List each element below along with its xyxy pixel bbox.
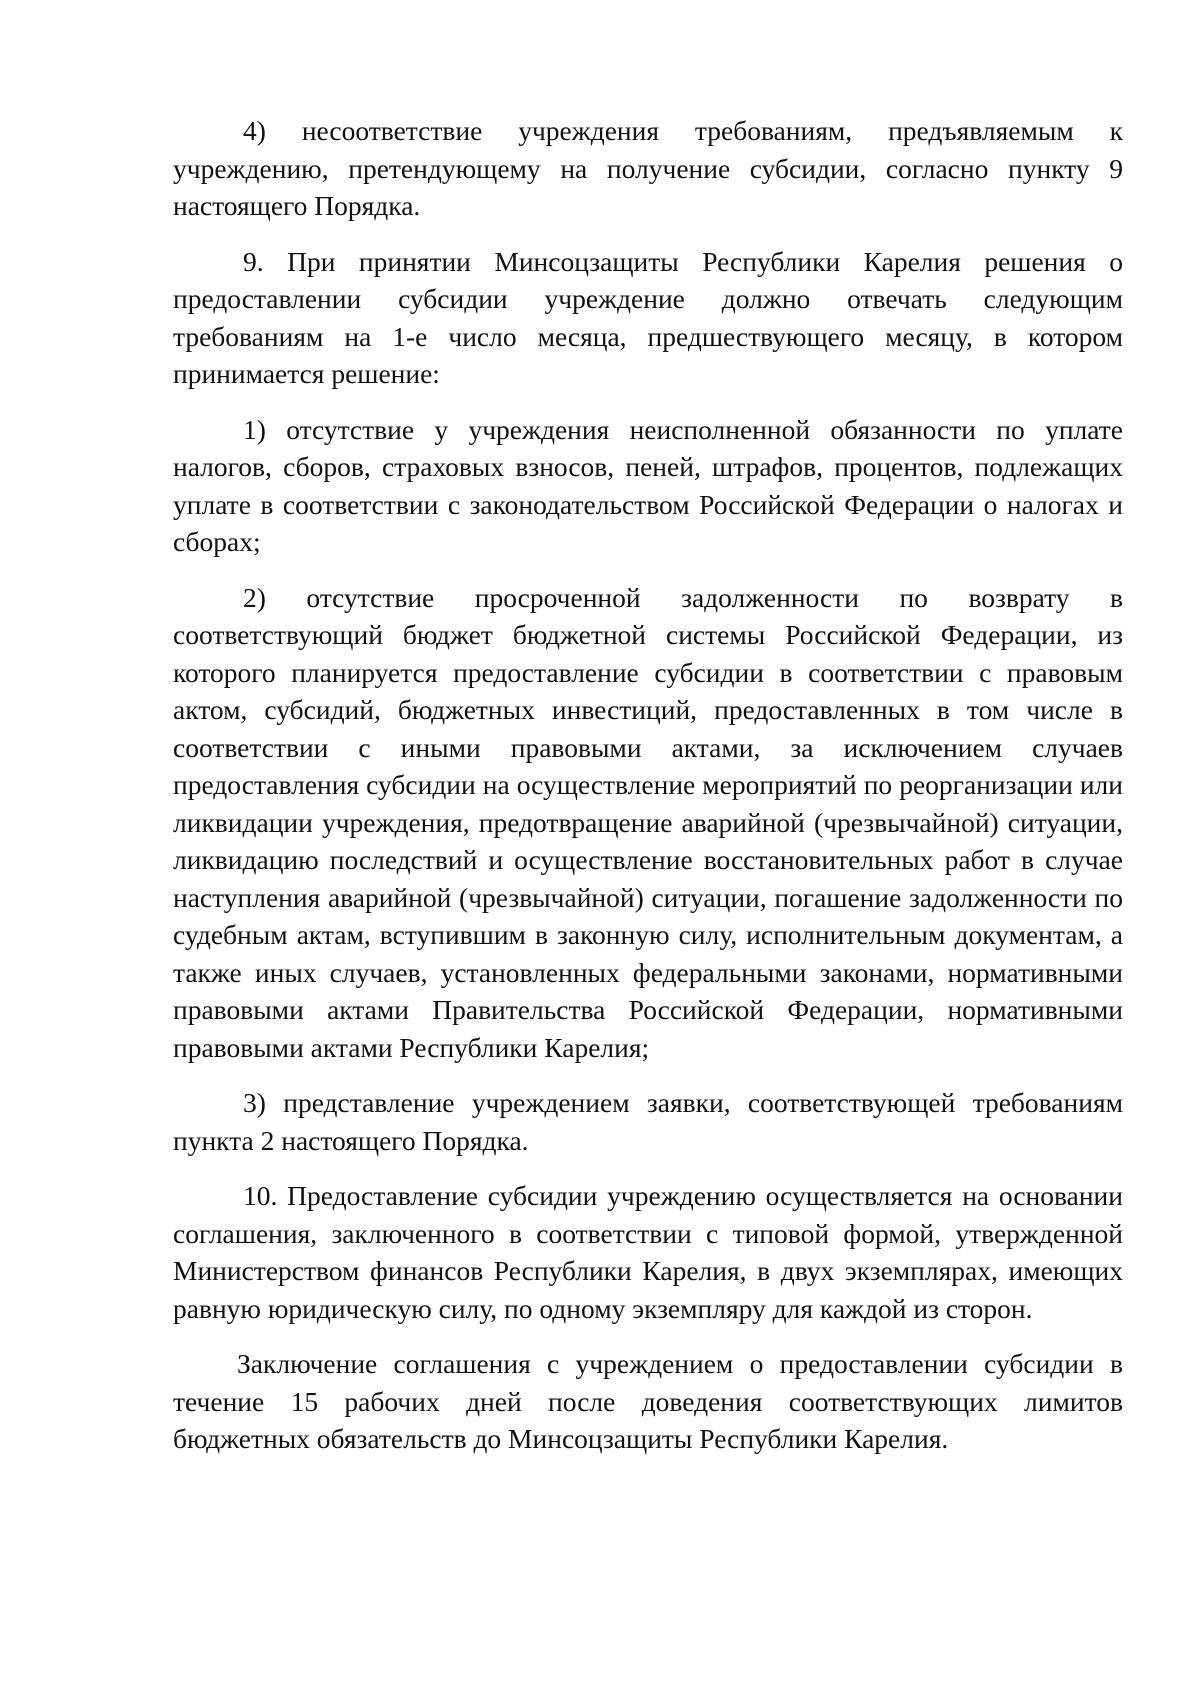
paragraph-requirement-2: 2) отсутствие просроченной задолженности по возврату в соответствующий бюджет бюджетной системы Российской Федерации, из которого планируется предоставление субсидии в соответствии с правовым актом, субсидий, бюджетных инвестиций, предоставленных в том числе в соответствии с иными правовыми актами, за исключением случаев предоставления субсидии на осуществление мероприятий по реорганизации или ликвидации учреждения, предотвращение аварийной (чрезвычайной) ситуации, ликвидацию последствий и осуществление восстановительных работ в случае наступления аварийной (чрезвычайной) ситуации, погашение задолженности по судебным актам, вступившим в законную силу, исполнительным документам, а также иных случаев, установленных федеральными законами, нормативными правовыми актами Правительства Российской Федерации, нормативными правовыми актами Республики Карелия; [173, 581, 1123, 1063]
paragraph-point-9: 9. При принятии Минсоцзащиты Республики Карелия решения о предоставлении субсидии учреждение должно отвечать следующим требованиям на 1-е число месяца, предшествующего месяцу, в котором принимается решение: [173, 245, 1123, 389]
paragraph-requirement-1: 1) отсутствие у учреждения неисполненной обязанности по уплате налогов, сборов, страховых взносов, пеней, штрафов, процентов, подлежащих уплате в соответствии с законодательством Российской Федерации о налогах и сборах; [173, 413, 1123, 557]
paragraph-agreement-conclusion: Заключение соглашения с учреждением о предоставлении субсидии в течение 15 рабочих дней после доведения соответствующих лимитов бюджетных обязательств до Минсоцзащиты Республики Карелия. [173, 1348, 1123, 1454]
document-body [173, 112, 1123, 1476]
paragraph-requirement-3: 3) представление учреждением заявки, соответствующей требованиям пункта 2 настоящего Порядка. [173, 1087, 1123, 1156]
paragraph-item-4: 4) несоответствие учреждения требованиям, предъявляемым к учреждению, претендующему на получение субсидии, согласно пункту 9 настоящего Порядка. [173, 115, 1123, 221]
paragraph-point-10: 10. Предоставление субсидии учреждению осуществляется на основании соглашения, заключенного в соответствии с типовой формой, утвержденной Министерством финансов Республики Карелия, в двух экземплярах, имеющих равную юридическую силу, по одному экземпляру для каждой из сторон. [173, 1180, 1123, 1324]
